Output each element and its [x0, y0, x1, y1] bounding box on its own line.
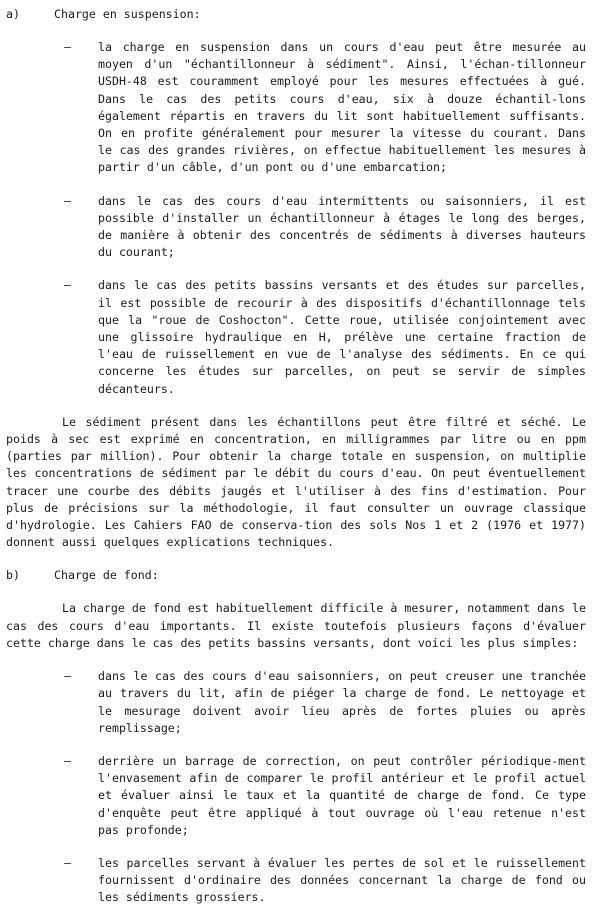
list-item: – dans le cas des cours d'eau intermittents ou saisonniers, il est possible d'installer un échantillonneur à étages le long des berges, de manière à obtenir des concentrés de sédiments à diverses hauteurs du courant;	[56, 193, 586, 262]
list-item: – derrière un barrage de correction, on peut contrôler périodique-ment l'envasement afin de comparer le profil antérieur et le profil actuel et évaluer ainsi le taux et la quantité de charge de fond. Ce type d'enquête peut être appliqué à tout ouvrage où l'eau retenue n'est pas profonde;	[56, 753, 586, 839]
section-b-number: b)	[6, 568, 20, 583]
section-b-title: Charge de fond:	[54, 568, 159, 583]
section-b-list	[6, 668, 586, 906]
section-b-paragraph: La charge de fond est habituellement difficile à mesurer, notamment dans le cas des cours d'eau importants. Il existe toutefois plusieurs façons d'évaluer cette charge dans le cas des petits bassins versants, dont voici les plus simples:	[6, 601, 586, 650]
section-a-list	[6, 39, 586, 398]
section-b-heading	[6, 567, 586, 584]
list-item: – la charge en suspension dans un cours d'eau peut être mesurée au moyen d'un "échantillonneur à sédiment". Ainsi, l'échan-tillonneur USDH-48 est couramment employé pour les mesures effectuées à gué. Dans le cas des petits cours d'eau, six à douze échantil-lons également répartis en travers du lit sont habituellement suffisants. On en profite généralement pour mesurer la vitesse du courant. Dans le cas des grandes rivières, on effectue habituellement les mesures à partir d'un câble, d'un pont ou d'une embarcation;	[56, 39, 586, 177]
section-a-title: Charge en suspension:	[54, 7, 201, 21]
list-item: – dans le cas des petits bassins versants et des études sur parcelles, il est possible de recourir à des dispositifs d'échantillonnage tels que la "roue de Coshocton". Cette roue, utilisée conjointement avec une glissoire hydraulique en H, prélève une certaine fraction de l'eau de ruissellement en vue de l'analyse des sédiments. En ce qui concerne les études sur parcelles, on peut se servir de simples décanteurs.	[56, 277, 586, 397]
section-a-number: a)	[6, 7, 20, 21]
section-a-paragraph: Le sédiment présent dans les échantillons peut être filtré et séché. Le poids à sec est exprimé en concentration, en milligrammes par litre ou en ppm (parties par million). Pour obtenir la charge totale en suspension, on multiplie les concentrations de sédiment par le débit du cours d'eau. On peut éventuellement tracer une courbe des débits jaugés et l'utiliser à des fins d'estimation. Pour plus de précisions sur la méthodologie, il faut consulter un ouvrage classique d'hydrologie. Les Cahiers FAO de conserva-tion des sols Nos 1 et 2 (1976 et 1977) donnent aussi quelques explications techniques.	[6, 414, 586, 550]
list-item: – les parcelles servant à évaluer les pertes de sol et le ruissellement fournissent d'ordinaire des données concernant la charge de fond ou les sédiments grossiers.	[56, 855, 586, 907]
section-a-heading	[6, 6, 586, 23]
list-item: – dans le cas des cours d'eau saisonniers, on peut creuser une tranchée au travers du lit, afin de piéger la charge de fond. Le nettoyage et le mesurage doivent avoir lieu après de fortes pluies ou après remplissage;	[56, 668, 586, 737]
